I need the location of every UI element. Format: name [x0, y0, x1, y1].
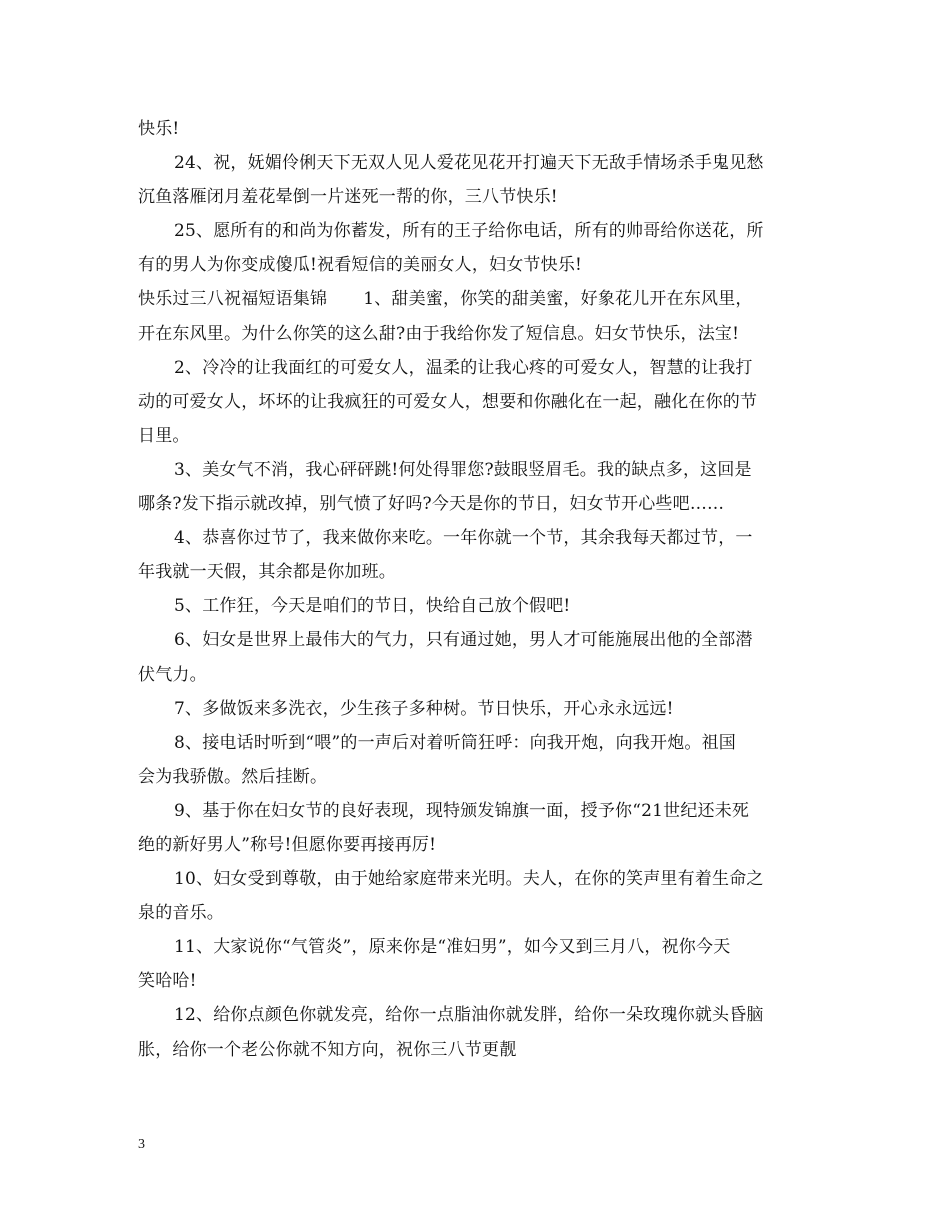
text-line: 2、冷冷的让我面红的可爱女人，温柔的让我心疼的可爱女人，智慧的让我打 [174, 357, 753, 378]
text-line: 伏气力。 [138, 664, 207, 685]
text-line: 动的可爱女人，坏坏的让我疯狂的可爱女人，想要和你融化在一起，融化在你的节 [138, 391, 758, 412]
text-line: 4、恭喜你过节了，我来做你来吃。一年你就一个节，其余我每天都过节，一 [174, 528, 753, 549]
text-line: 25、愿所有的和尚为你蓄发，所有的王子给你电话，所有的帅哥给你送花，所 [174, 221, 764, 242]
text-line: 7、多做饭来多洗衣，少生孩子多种树。节日快乐，开心永永远远! [174, 698, 674, 719]
text-line: 日里。 [138, 425, 190, 446]
text-line: 会为我骄傲。然后挂断。 [138, 766, 328, 787]
text-line: 5、工作狂，今天是咱们的节日，快给自己放个假吧! [174, 596, 571, 617]
text-line: 11、大家说你“气管炎”，原来你是“准妇男”，如今又到三月八，祝你今天 [174, 937, 731, 958]
text-line: 3、美女气不消，我心砰砰跳!何处得罪您?鼓眼竖眉毛。我的缺点多，这回是 [174, 459, 752, 480]
text-segment: 1、甜美蜜，你笑的甜美蜜，好象花儿开在东风里， [363, 289, 753, 310]
text-line: 沉鱼落雁闭月羞花晕倒一片迷死一帮的你，三八节快乐! [138, 187, 558, 208]
text-line: 泉的音乐。 [138, 903, 224, 924]
section-heading: 快乐过三八祝福短语集锦 [138, 289, 328, 310]
text-line: 24、祝，妩媚伶俐天下无双人见人爱花见花开打遍天下无敌手情场杀手鬼见愁 [174, 153, 764, 174]
text-line: 8、接电话时听到“喂”的一声后对着听筒狂呼：向我开炮，向我开炮。祖国 [174, 732, 736, 753]
text-line: 9、基于你在妇女节的良好表现，现特颁发锦旗一面，授予你“21世纪还未死 [174, 800, 750, 821]
text-line [138, 284, 820, 314]
text-line: 10、妇女受到尊敬，由于她给家庭带来光明。夫人，在你的笑声里有着生命之 [174, 869, 764, 890]
text-line: 绝的新好男人”称号!但愿你要再接再厉! [138, 834, 437, 855]
text-line: 12、给你点颜色你就发亮，给你一点脂油你就发胖，给你一朵玫瑰你就头昏脑 [174, 1005, 764, 1026]
text-line: 胀，给你一个老公你就不知方向，祝你三八节更靓 [138, 1039, 517, 1060]
text-line: 6、妇女是世界上最伟大的气力，只有通过她，男人才可能施展出他的全部潜 [174, 630, 753, 651]
text-line: 开在东风里。为什么你笑的这么甜?由于我给你发了短信息。妇女节快乐，法宝! [138, 323, 740, 344]
text-line: 年我就一天假，其余都是你加班。 [138, 562, 396, 583]
text-line: 笑哈哈! [138, 971, 197, 992]
text-line: 有的男人为你变成傻瓜!祝看短信的美丽女人，妇女节快乐! [138, 255, 583, 276]
text-line: 哪条?发下指示就改掉，别气愤了好吗?今天是你的节日，妇女节开心些吧…… [138, 494, 725, 515]
text-line: 快乐! [138, 119, 180, 139]
document-body [138, 114, 820, 1069]
page-number: 3 [138, 1137, 145, 1152]
